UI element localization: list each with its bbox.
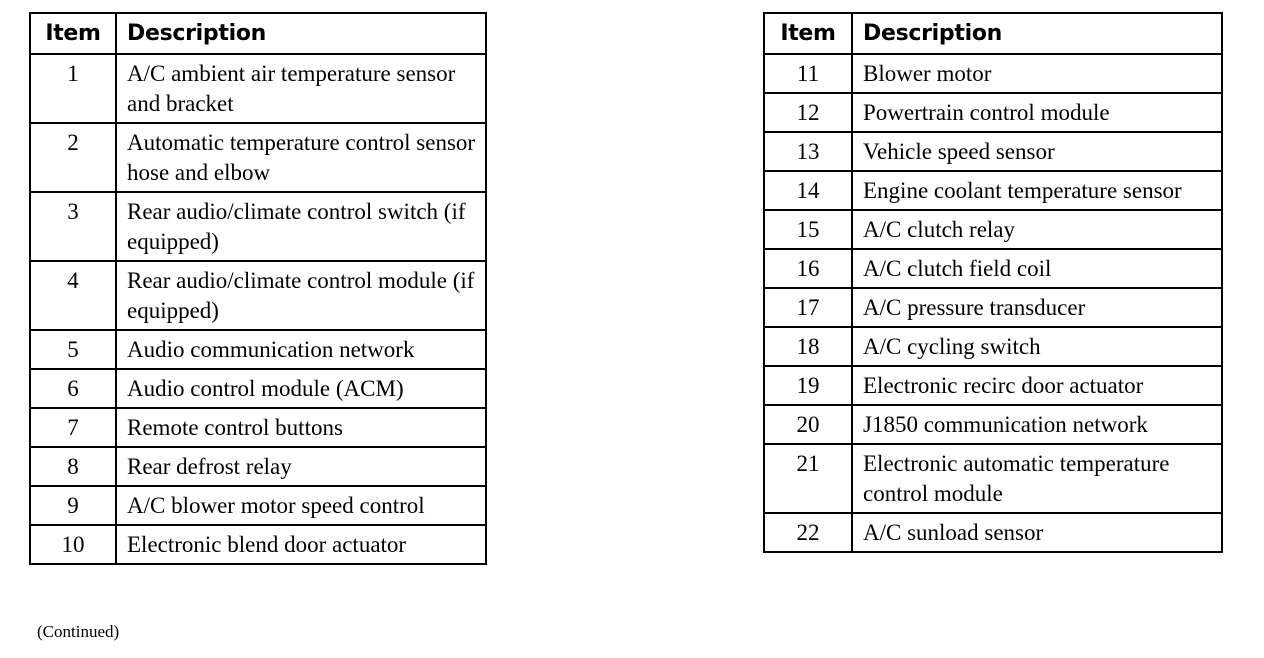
- item-description: Rear defrost relay: [116, 447, 486, 486]
- item-number: 7: [30, 408, 116, 447]
- table-row: [30, 408, 486, 447]
- item-column-header: Item: [30, 13, 116, 54]
- table-row: [764, 210, 1222, 249]
- table-row: [764, 171, 1222, 210]
- table-row: [764, 405, 1222, 444]
- item-number: 13: [764, 132, 852, 171]
- item-description: A/C pressure transducer: [852, 288, 1222, 327]
- table-row: [764, 366, 1222, 405]
- item-description: Audio communication network: [116, 330, 486, 369]
- item-number: 12: [764, 93, 852, 132]
- item-number: 14: [764, 171, 852, 210]
- table-row: [30, 123, 486, 192]
- table-row: [30, 261, 486, 330]
- item-description: J1850 communication network: [852, 405, 1222, 444]
- item-description: Electronic recirc door actuator: [852, 366, 1222, 405]
- table-row: [764, 444, 1222, 513]
- table-row: [764, 288, 1222, 327]
- item-number: 10: [30, 525, 116, 564]
- table-row: [764, 249, 1222, 288]
- table-row: [30, 486, 486, 525]
- item-description: Electronic blend door actuator: [116, 525, 486, 564]
- table-row: [30, 447, 486, 486]
- item-number: 11: [764, 54, 852, 93]
- item-description: Rear audio/climate control module (if equipped): [116, 261, 486, 330]
- table-row: [30, 369, 486, 408]
- item-number: 16: [764, 249, 852, 288]
- item-number: 20: [764, 405, 852, 444]
- table-row: [764, 93, 1222, 132]
- continued-note: (Continued): [37, 622, 120, 641]
- item-number: 21: [764, 444, 852, 513]
- item-description: A/C cycling switch: [852, 327, 1222, 366]
- item-description: Rear audio/climate control switch (if equipped): [116, 192, 486, 261]
- table-row: [30, 525, 486, 564]
- table-header-row: [764, 13, 1222, 54]
- item-number: 3: [30, 192, 116, 261]
- item-number: 19: [764, 366, 852, 405]
- item-number: 6: [30, 369, 116, 408]
- item-description: A/C ambient air temperature sensor and bracket: [116, 54, 486, 123]
- item-column-header: Item: [764, 13, 852, 54]
- item-description: Audio control module (ACM): [116, 369, 486, 408]
- item-number: 9: [30, 486, 116, 525]
- item-number: 22: [764, 513, 852, 552]
- table-row: [764, 327, 1222, 366]
- item-number: 8: [30, 447, 116, 486]
- item-description: Engine coolant temperature sensor: [852, 171, 1222, 210]
- item-description: Blower motor: [852, 54, 1222, 93]
- item-description: Remote control buttons: [116, 408, 486, 447]
- item-number: 2: [30, 123, 116, 192]
- item-number: 15: [764, 210, 852, 249]
- item-description: A/C sunload sensor: [852, 513, 1222, 552]
- item-description: Electronic automatic temperature control module: [852, 444, 1222, 513]
- item-description: A/C blower motor speed control: [116, 486, 486, 525]
- table-row: [30, 192, 486, 261]
- description-column-header: Description: [852, 13, 1222, 54]
- item-description: Vehicle speed sensor: [852, 132, 1222, 171]
- table-row: [764, 513, 1222, 552]
- item-description: Powertrain control module: [852, 93, 1222, 132]
- table-row: [30, 330, 486, 369]
- item-number: 4: [30, 261, 116, 330]
- item-number: 5: [30, 330, 116, 369]
- item-number: 18: [764, 327, 852, 366]
- table-row: [30, 54, 486, 123]
- item-description: Automatic temperature control sensor hose and elbow: [116, 123, 486, 192]
- table-header-row: [30, 13, 486, 54]
- description-column-header: Description: [116, 13, 486, 54]
- item-number: 17: [764, 288, 852, 327]
- component-legend-table-right: [763, 12, 1223, 553]
- item-description: A/C clutch field coil: [852, 249, 1222, 288]
- component-legend-table-left: [29, 12, 487, 565]
- item-number: 1: [30, 54, 116, 123]
- item-description: A/C clutch relay: [852, 210, 1222, 249]
- table-row: [764, 54, 1222, 93]
- table-row: [764, 132, 1222, 171]
